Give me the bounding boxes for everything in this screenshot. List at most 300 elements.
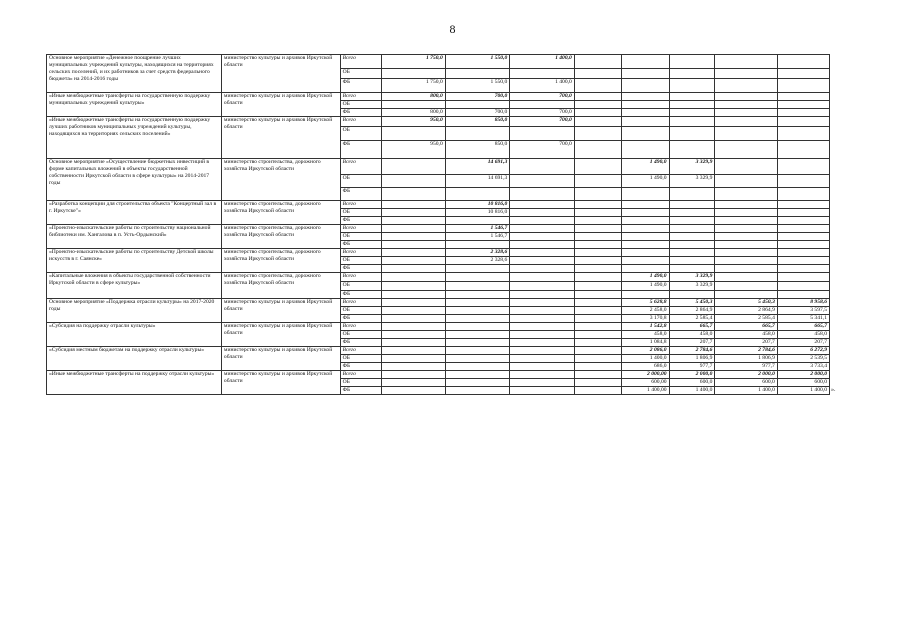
amount-cell bbox=[510, 282, 575, 291]
funding-source: Всего bbox=[340, 55, 382, 69]
amount-cell bbox=[510, 101, 575, 109]
funding-source: ФБ bbox=[340, 339, 382, 347]
executor: министерство культуры и архивов Иркутской области bbox=[221, 371, 340, 395]
amount-cell bbox=[777, 225, 829, 233]
amount-cell: 458,0 bbox=[669, 331, 715, 339]
amount-cell bbox=[621, 233, 669, 241]
funding-source: ОБ bbox=[340, 101, 382, 109]
amount-cell bbox=[574, 315, 621, 323]
amount-cell: 600,00 bbox=[621, 379, 669, 387]
amount-cell bbox=[621, 79, 669, 93]
amount-cell bbox=[777, 159, 829, 175]
amount-cell bbox=[669, 93, 715, 101]
amount-cell bbox=[621, 257, 669, 265]
amount-cell: 665,7 bbox=[777, 323, 829, 331]
amount-cell bbox=[621, 55, 669, 69]
amount-cell bbox=[382, 282, 446, 291]
amount-cell bbox=[382, 188, 446, 201]
amount-cell bbox=[574, 117, 621, 127]
amount-cell bbox=[777, 257, 829, 265]
amount-cell: 3 329,9 bbox=[669, 159, 715, 175]
amount-cell: 1 400,0 bbox=[621, 355, 669, 363]
amount-cell: 3 329,9 bbox=[669, 175, 715, 188]
amount-cell bbox=[669, 265, 715, 273]
amount-cell bbox=[382, 249, 446, 257]
amount-cell bbox=[382, 257, 446, 265]
amount-cell: 207,7 bbox=[715, 339, 777, 347]
amount-cell bbox=[715, 249, 777, 257]
amount-cell bbox=[715, 241, 777, 249]
amount-cell bbox=[715, 69, 777, 79]
amount-cell bbox=[382, 225, 446, 233]
funding-source: ФБ bbox=[340, 265, 382, 273]
table-row bbox=[47, 55, 830, 69]
table-row bbox=[47, 159, 830, 175]
funding-source: ОБ bbox=[340, 127, 382, 141]
amount-cell bbox=[777, 79, 829, 93]
amount-cell bbox=[715, 291, 777, 299]
amount-cell bbox=[445, 188, 510, 201]
amount-cell: 1 400,00 bbox=[621, 387, 669, 395]
amount-cell: 5 450,3 bbox=[715, 299, 777, 307]
amount-cell bbox=[382, 331, 446, 339]
amount-cell: 14 691,3 bbox=[445, 175, 510, 188]
activity-name: «Проектно-изыскательские работы по строительству национальной библиотеки им. Хангалова в п. Усть-Ордынский» bbox=[47, 225, 222, 249]
amount-cell bbox=[621, 127, 669, 141]
amount-cell bbox=[574, 159, 621, 175]
amount-cell: 1 490,0 bbox=[621, 273, 669, 282]
funding-source: Всего bbox=[340, 117, 382, 127]
amount-cell bbox=[621, 93, 669, 101]
amount-cell bbox=[621, 109, 669, 117]
amount-cell bbox=[574, 363, 621, 371]
amount-cell bbox=[382, 347, 446, 355]
amount-cell: 1 806,9 bbox=[669, 355, 715, 363]
amount-cell bbox=[574, 127, 621, 141]
amount-cell: 2 864,9 bbox=[715, 307, 777, 315]
amount-cell bbox=[382, 159, 446, 175]
funding-source: ОБ bbox=[340, 379, 382, 387]
amount-cell bbox=[445, 315, 510, 323]
amount-cell bbox=[445, 241, 510, 249]
funding-source: ФБ bbox=[340, 109, 382, 117]
amount-cell bbox=[777, 93, 829, 101]
amount-cell bbox=[382, 323, 446, 331]
amount-cell bbox=[621, 69, 669, 79]
amount-cell: 1 546,7 bbox=[445, 233, 510, 241]
activity-name: «Иные межбюджетные трансферты на государственную поддержку муниципальных учреждений культуры» bbox=[47, 93, 222, 117]
amount-cell bbox=[715, 225, 777, 233]
amount-cell: 850,0 bbox=[445, 141, 510, 159]
amount-cell bbox=[621, 117, 669, 127]
amount-cell bbox=[777, 282, 829, 291]
amount-cell bbox=[574, 355, 621, 363]
amount-cell bbox=[510, 257, 575, 265]
amount-cell bbox=[445, 299, 510, 307]
amount-cell bbox=[621, 101, 669, 109]
amount-cell bbox=[382, 101, 446, 109]
amount-cell: 1 806,9 bbox=[715, 355, 777, 363]
funding-source: ФБ bbox=[340, 217, 382, 225]
amount-cell bbox=[777, 69, 829, 79]
amount-cell bbox=[445, 339, 510, 347]
amount-cell: 700,0 bbox=[510, 141, 575, 159]
amount-cell bbox=[574, 291, 621, 299]
amount-cell bbox=[574, 331, 621, 339]
amount-cell bbox=[669, 201, 715, 209]
amount-cell bbox=[510, 159, 575, 175]
amount-cell bbox=[510, 273, 575, 282]
amount-cell bbox=[715, 273, 777, 282]
executor: министерство строительства, дорожного хозяйства Иркутской области bbox=[221, 159, 340, 201]
amount-cell bbox=[574, 93, 621, 101]
funding-source: ФБ bbox=[340, 387, 382, 395]
amount-cell bbox=[510, 355, 575, 363]
amount-cell bbox=[715, 159, 777, 175]
amount-cell: 1 750,0 bbox=[382, 55, 446, 69]
amount-cell: 14 691,3 bbox=[445, 159, 510, 175]
amount-cell bbox=[574, 79, 621, 93]
executor: министерство культуры и архивов Иркутской области bbox=[221, 55, 340, 93]
amount-cell bbox=[445, 363, 510, 371]
amount-cell bbox=[510, 339, 575, 347]
amount-cell bbox=[777, 265, 829, 273]
amount-cell: 3 329,9 bbox=[669, 273, 715, 282]
amount-cell bbox=[715, 117, 777, 127]
funding-source: ФБ bbox=[340, 241, 382, 249]
amount-cell: 1 550,0 bbox=[445, 79, 510, 93]
amount-cell bbox=[621, 291, 669, 299]
amount-cell bbox=[621, 209, 669, 217]
amount-cell: 2 458,0 bbox=[621, 307, 669, 315]
amount-cell bbox=[510, 307, 575, 315]
amount-cell: 700,0 bbox=[445, 93, 510, 101]
amount-cell bbox=[510, 209, 575, 217]
amount-cell: 3 170,8 bbox=[621, 315, 669, 323]
amount-cell bbox=[574, 201, 621, 209]
amount-cell bbox=[715, 55, 777, 69]
funding-source: Всего bbox=[340, 225, 382, 233]
activity-name: «Капитальные вложения в объекты государственной собственности Иркутской области в сфере культуры» bbox=[47, 273, 222, 299]
amount-cell bbox=[777, 201, 829, 209]
amount-cell bbox=[382, 265, 446, 273]
amount-cell bbox=[669, 291, 715, 299]
funding-source: ОБ bbox=[340, 175, 382, 188]
amount-cell: 1 750,0 bbox=[382, 79, 446, 93]
funding-source: ОБ bbox=[340, 233, 382, 241]
amount-cell bbox=[669, 117, 715, 127]
amount-cell bbox=[382, 371, 446, 379]
amount-cell bbox=[621, 241, 669, 249]
amount-cell: 1 490,0 bbox=[621, 159, 669, 175]
amount-cell bbox=[445, 307, 510, 315]
amount-cell bbox=[574, 101, 621, 109]
table-row bbox=[47, 93, 830, 101]
amount-cell: 8 958,6 bbox=[777, 299, 829, 307]
amount-cell bbox=[669, 101, 715, 109]
amount-cell bbox=[777, 209, 829, 217]
funding-source: Всего bbox=[340, 371, 382, 379]
amount-cell: 665,7 bbox=[669, 323, 715, 331]
amount-cell bbox=[715, 265, 777, 273]
amount-cell: 950,0 bbox=[382, 117, 446, 127]
activity-name: «Иные межбюджетные трансферты на поддержку отрасли культуры» bbox=[47, 371, 222, 395]
amount-cell bbox=[621, 217, 669, 225]
amount-cell bbox=[669, 217, 715, 225]
amount-cell bbox=[574, 141, 621, 159]
amount-cell: 1 400,0 bbox=[669, 387, 715, 395]
amount-cell bbox=[445, 323, 510, 331]
funding-source: Всего bbox=[340, 249, 382, 257]
amount-cell bbox=[382, 291, 446, 299]
funding-source: Всего bbox=[340, 299, 382, 307]
amount-cell bbox=[574, 323, 621, 331]
amount-cell: 600,0 bbox=[669, 379, 715, 387]
funding-source: ФБ bbox=[340, 188, 382, 201]
amount-cell: 2 000,0 bbox=[669, 371, 715, 379]
amount-cell bbox=[510, 217, 575, 225]
amount-cell bbox=[574, 249, 621, 257]
amount-cell: 3 597,5 bbox=[777, 307, 829, 315]
funding-source: ОБ bbox=[340, 257, 382, 265]
amount-cell bbox=[574, 273, 621, 282]
amount-cell bbox=[382, 363, 446, 371]
amount-cell: 2 000,00 bbox=[621, 371, 669, 379]
table-row bbox=[47, 201, 830, 209]
amount-cell bbox=[510, 175, 575, 188]
amount-cell: 458,0 bbox=[715, 331, 777, 339]
activity-name: Основное мероприятие «Поддержка отрасли культуры» на 2017-2020 годы bbox=[47, 299, 222, 323]
amount-cell: 2 086,0 bbox=[621, 347, 669, 355]
amount-cell bbox=[621, 225, 669, 233]
page-number: 8 bbox=[449, 22, 456, 36]
amount-cell: 700,0 bbox=[510, 93, 575, 101]
amount-cell: 1 084,8 bbox=[621, 339, 669, 347]
amount-cell bbox=[510, 127, 575, 141]
funding-source: Всего bbox=[340, 347, 382, 355]
amount-cell bbox=[445, 387, 510, 395]
amount-cell bbox=[777, 175, 829, 188]
amount-cell: 600,0 bbox=[715, 379, 777, 387]
amount-cell bbox=[715, 141, 777, 159]
amount-cell bbox=[669, 233, 715, 241]
amount-cell bbox=[669, 69, 715, 79]
amount-cell bbox=[574, 307, 621, 315]
amount-cell bbox=[574, 379, 621, 387]
amount-cell bbox=[621, 249, 669, 257]
amount-cell bbox=[382, 299, 446, 307]
amount-cell bbox=[574, 339, 621, 347]
funding-source: ФБ bbox=[340, 291, 382, 299]
amount-cell: 2 864,9 bbox=[669, 307, 715, 315]
amount-cell: 700,0 bbox=[510, 109, 575, 117]
amount-cell: 700,0 bbox=[510, 117, 575, 127]
amount-cell bbox=[445, 331, 510, 339]
amount-cell bbox=[777, 273, 829, 282]
closing-quote-mark: ». bbox=[831, 387, 836, 393]
activity-name: Основное мероприятие «Денежное поощрение лучших муниципальных учреждений культуры, находящихся на территориях сельских поселений, и их работников за счет средств федерального бюджета» на 2014-2016 годы bbox=[47, 55, 222, 93]
amount-cell bbox=[777, 127, 829, 141]
amount-cell bbox=[777, 55, 829, 69]
amount-cell: 1 490,0 bbox=[621, 282, 669, 291]
amount-cell: 2 585,4 bbox=[715, 315, 777, 323]
amount-cell bbox=[574, 209, 621, 217]
amount-cell: 10 816,0 bbox=[445, 209, 510, 217]
amount-cell: 2 784,6 bbox=[669, 347, 715, 355]
amount-cell bbox=[445, 69, 510, 79]
amount-cell bbox=[715, 101, 777, 109]
executor: министерство строительства, дорожного хозяйства Иркутской области bbox=[221, 225, 340, 249]
amount-cell bbox=[382, 315, 446, 323]
amount-cell bbox=[382, 387, 446, 395]
funding-source: ОБ bbox=[340, 307, 382, 315]
amount-cell: 458,0 bbox=[777, 331, 829, 339]
funding-source: ФБ bbox=[340, 363, 382, 371]
amount-cell bbox=[510, 69, 575, 79]
funding-source: Всего bbox=[340, 159, 382, 175]
amount-cell bbox=[510, 299, 575, 307]
amount-cell bbox=[715, 217, 777, 225]
amount-cell bbox=[777, 109, 829, 117]
amount-cell bbox=[715, 188, 777, 201]
funding-source: ОБ bbox=[340, 355, 382, 363]
amount-cell bbox=[715, 79, 777, 93]
amount-cell bbox=[445, 371, 510, 379]
amount-cell bbox=[777, 101, 829, 109]
amount-cell bbox=[382, 307, 446, 315]
amount-cell: 2 328,6 bbox=[445, 257, 510, 265]
amount-cell bbox=[510, 315, 575, 323]
amount-cell bbox=[574, 188, 621, 201]
amount-cell bbox=[574, 282, 621, 291]
amount-cell bbox=[510, 241, 575, 249]
amount-cell: 2 539,5 bbox=[777, 355, 829, 363]
amount-cell bbox=[445, 347, 510, 355]
amount-cell bbox=[510, 291, 575, 299]
amount-cell bbox=[574, 347, 621, 355]
activity-name: «Субсидия на поддержку отрасли культуры» bbox=[47, 323, 222, 347]
amount-cell: 5 341,1 bbox=[777, 315, 829, 323]
amount-cell bbox=[445, 282, 510, 291]
amount-cell bbox=[669, 141, 715, 159]
amount-cell bbox=[574, 55, 621, 69]
amount-cell bbox=[574, 109, 621, 117]
amount-cell: 800,0 bbox=[382, 109, 446, 117]
amount-cell bbox=[669, 188, 715, 201]
amount-cell bbox=[382, 209, 446, 217]
funding-source: ФБ bbox=[340, 315, 382, 323]
executor: министерство культуры и архивов Иркутской области bbox=[221, 299, 340, 323]
amount-cell bbox=[445, 379, 510, 387]
executor: министерство культуры и архивов Иркутской области bbox=[221, 347, 340, 371]
amount-cell bbox=[510, 225, 575, 233]
activity-name: «Разработка концепции для строительства объекта "Концертный зал в г. Иркутске"» bbox=[47, 201, 222, 225]
amount-cell bbox=[510, 249, 575, 257]
amount-cell bbox=[715, 93, 777, 101]
amount-cell bbox=[574, 241, 621, 249]
amount-cell bbox=[669, 55, 715, 69]
amount-cell bbox=[669, 249, 715, 257]
table-row bbox=[47, 323, 830, 331]
amount-cell bbox=[510, 331, 575, 339]
amount-cell: 458,0 bbox=[621, 331, 669, 339]
amount-cell: 2 784,6 bbox=[715, 347, 777, 355]
funding-source: Всего bbox=[340, 273, 382, 282]
amount-cell bbox=[574, 371, 621, 379]
funding-source: ФБ bbox=[340, 79, 382, 93]
amount-cell bbox=[574, 257, 621, 265]
amount-cell: 10 816,0 bbox=[445, 201, 510, 209]
funding-source: ОБ bbox=[340, 331, 382, 339]
funding-source: ОБ bbox=[340, 69, 382, 79]
amount-cell: 207,7 bbox=[777, 339, 829, 347]
amount-cell bbox=[777, 241, 829, 249]
amount-cell: 2 585,4 bbox=[669, 315, 715, 323]
funding-source: Всего bbox=[340, 201, 382, 209]
amount-cell bbox=[510, 265, 575, 273]
amount-cell bbox=[621, 265, 669, 273]
executor: министерство культуры и архивов Иркутской области bbox=[221, 323, 340, 347]
amount-cell bbox=[621, 201, 669, 209]
executor: министерство строительства, дорожного хозяйства Иркутской области bbox=[221, 201, 340, 225]
amount-cell: 2 000,0 bbox=[777, 371, 829, 379]
amount-cell bbox=[382, 379, 446, 387]
amount-cell bbox=[669, 241, 715, 249]
financing-table bbox=[46, 54, 830, 395]
executor: министерство строительства, дорожного хозяйства Иркутской области bbox=[221, 249, 340, 273]
amount-cell bbox=[510, 387, 575, 395]
amount-cell bbox=[574, 217, 621, 225]
amount-cell bbox=[382, 339, 446, 347]
table-row bbox=[47, 273, 830, 282]
executor: министерство строительства, дорожного хозяйства Иркутской области bbox=[221, 273, 340, 299]
funding-source: Всего bbox=[340, 93, 382, 101]
amount-cell bbox=[382, 233, 446, 241]
amount-cell: 850,0 bbox=[445, 117, 510, 127]
amount-cell bbox=[621, 188, 669, 201]
amount-cell: 977,7 bbox=[669, 363, 715, 371]
funding-source: ОБ bbox=[340, 209, 382, 217]
amount-cell bbox=[574, 175, 621, 188]
amount-cell bbox=[510, 233, 575, 241]
amount-cell bbox=[574, 69, 621, 79]
amount-cell: 1 400,0 bbox=[777, 387, 829, 395]
amount-cell: 2 000,0 bbox=[715, 371, 777, 379]
amount-cell bbox=[715, 209, 777, 217]
amount-cell bbox=[382, 355, 446, 363]
table-row bbox=[47, 225, 830, 233]
amount-cell bbox=[510, 201, 575, 209]
amount-cell: 5 628,8 bbox=[621, 299, 669, 307]
amount-cell bbox=[777, 188, 829, 201]
amount-cell: 686,0 bbox=[621, 363, 669, 371]
amount-cell bbox=[715, 127, 777, 141]
activity-name: «Иные межбюджетные трансферты на государственную поддержку лучших работников муниципальных учреждений культуры, находящихся на территориях сельских поселений» bbox=[47, 117, 222, 159]
amount-cell bbox=[715, 257, 777, 265]
amount-cell: 1 546,7 bbox=[445, 225, 510, 233]
amount-cell bbox=[445, 273, 510, 282]
amount-cell bbox=[445, 291, 510, 299]
amount-cell bbox=[777, 141, 829, 159]
amount-cell bbox=[382, 127, 446, 141]
amount-cell bbox=[510, 371, 575, 379]
amount-cell bbox=[777, 249, 829, 257]
amount-cell bbox=[669, 257, 715, 265]
funding-source: ОБ bbox=[340, 282, 382, 291]
amount-cell: 950,0 bbox=[382, 141, 446, 159]
funding-source: Всего bbox=[340, 323, 382, 331]
amount-cell: 3 733,4 bbox=[777, 363, 829, 371]
